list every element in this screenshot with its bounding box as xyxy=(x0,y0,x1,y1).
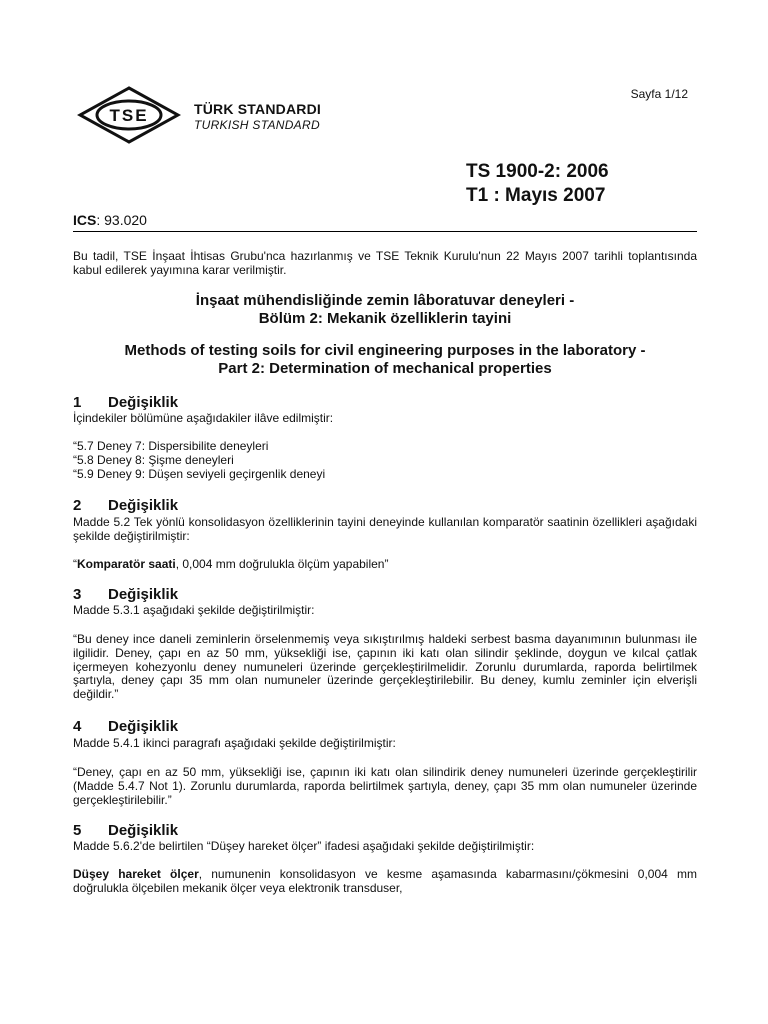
quote-mark: “ xyxy=(73,557,77,571)
section-3-quote: “Bu deney ince daneli zeminlerin örselenmemiş veya sıkıştırılmış haldeki serbest basma dayanımının bulunması ile ilgilidir. Deney, çapı en az 50 mm, yüksekliği ise, çapının iki katı olan silindir şeklinde, doygun ve kılcal çatlak içermeyen kohezyonlu deney numuneleri üzerinde gerçekleştirilmelidir. Zorunlu durumlarda, raporda belirtilmek şartıyla, deney çapı 35 mm olan numuneler üzerinde gerçekleştirilebilir. Bu deney, kumlu zeminler için elverişli değildir.” xyxy=(73,632,697,702)
section-number: 4 xyxy=(73,718,82,735)
definition-term: Düşey hareket ölçer xyxy=(73,867,199,881)
section-number: 2 xyxy=(73,497,82,514)
section-5-definition xyxy=(73,868,697,896)
section-title: Değişiklik xyxy=(108,394,179,411)
intro-paragraph: Bu tadil, TSE İnşaat İhtisas Grubu'nca hazırlanmış ve TSE Teknik Kurulu'nun 22 Mayıs 2007 tarihli toplantısında kabul edilerek yayımına karar verilmiştir. xyxy=(73,249,697,277)
section-number: 5 xyxy=(73,822,82,839)
ics-label: ICS xyxy=(73,212,97,228)
standard-title-tr: TÜRK STANDARDI xyxy=(194,101,321,117)
standard-title-en: TURKISH STANDARD xyxy=(194,118,320,132)
document-title-en xyxy=(73,342,697,378)
section-title: Değişiklik xyxy=(108,497,179,514)
section-title: Değişiklik xyxy=(108,586,179,603)
section-title: Değişiklik xyxy=(108,718,179,735)
section-1-heading xyxy=(73,394,178,411)
document-title-tr xyxy=(73,292,697,328)
section-4-text: Madde 5.4.1 ikinci paragrafı aşağıdaki şekilde değiştirilmiştir: xyxy=(73,736,396,750)
section-5-text: Madde 5.6.2'de belirtilen “Düşey hareket ölçer” ifadesi aşağıdaki şekilde değiştirilmiştir: xyxy=(73,839,535,853)
section-4-quote: “Deney, çapı en az 50 mm, yüksekliği ise, çapının iki katı olan silindirik deney numuneleri üzerinde gerçekleştirilir (Madde 5.4.7 Not 1). Zorunlu durumlarda, raporda belirtilmek şartıyla, deney, çapı 35 mm olan numuneler üzerinde gerçekleştirilebilir.” xyxy=(73,765,697,807)
ics-code xyxy=(73,212,147,228)
title-tr-line-1: İnşaat mühendisliğinde zemin lâboratuvar deneyleri - xyxy=(195,292,575,309)
standard-number xyxy=(466,160,609,208)
quote-term: Komparatör saati xyxy=(77,557,176,571)
list-item: “5.7 Deney 7: Dispersibilite deneyleri xyxy=(73,439,269,453)
tse-logo xyxy=(77,85,181,145)
page-number: Sayfa 1/12 xyxy=(630,87,688,101)
section-5-heading xyxy=(73,822,178,839)
definition-text: , numunenin konsolidasyon ve kesme aşamasında kabarmasını/çökmesini 0,004 mm doğrulukla ölçebilen mekanik ölçer veya elektronik transduser, xyxy=(73,867,697,895)
title-en-line-1: Methods of testing soils for civil engineering purposes in the laboratory - xyxy=(124,342,646,359)
section-1-text: İçindekiler bölümüne aşağıdakiler ilâve edilmiştir: xyxy=(73,411,334,425)
section-2-quote xyxy=(73,558,697,572)
ts-number: TS 1900-2: 2006 xyxy=(466,161,609,182)
section-1-list xyxy=(73,440,697,481)
list-item: “5.8 Deney 8: Şişme deneyleri xyxy=(73,452,234,467)
section-number: 3 xyxy=(73,586,82,603)
amendment-date: T1 : Mayıs 2007 xyxy=(466,185,606,206)
logo-text: TSE xyxy=(109,106,149,125)
ics-value: : 93.020 xyxy=(96,212,147,228)
header-divider xyxy=(73,231,697,232)
section-3-heading xyxy=(73,586,178,603)
quote-definition: , 0,004 mm doğrulukla ölçüm yapabilen” xyxy=(175,557,389,571)
title-tr-line-2: Bölüm 2: Mekanik özelliklerin tayini xyxy=(258,310,512,327)
section-2-heading xyxy=(73,497,178,514)
section-number: 1 xyxy=(73,394,82,411)
list-item: “5.9 Deney 9: Düşen seviyeli geçirgenlik deneyi xyxy=(73,466,326,481)
section-4-heading xyxy=(73,718,178,735)
section-3-text: Madde 5.3.1 aşağıdaki şekilde değiştirilmiştir: xyxy=(73,603,315,617)
section-2-text: Madde 5.2 Tek yönlü konsolidasyon özelliklerinin tayini deneyinde kullanılan komparatör saatinin özellikleri aşağıdaki şekilde değiştirilmiştir: xyxy=(73,515,697,543)
section-title: Değişiklik xyxy=(108,822,179,839)
title-en-line-2: Part 2: Determination of mechanical properties xyxy=(218,360,552,377)
